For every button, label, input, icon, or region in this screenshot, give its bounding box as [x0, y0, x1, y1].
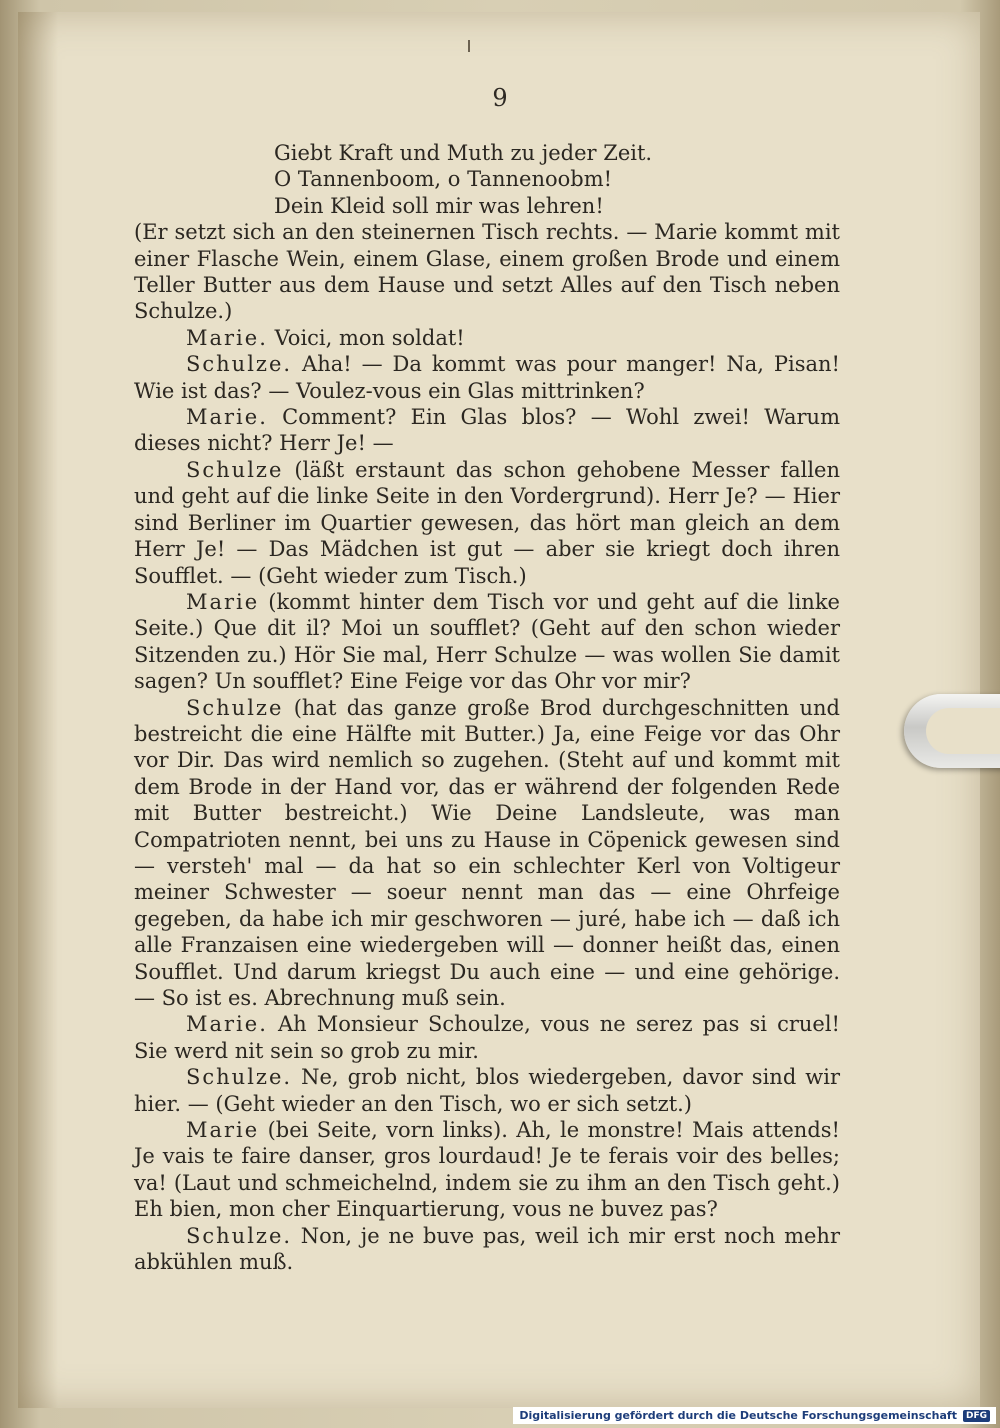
stage-direction: (Er setzt sich an den steinernen Tisch rechts. — Marie kommt mit einer Flasche Wein, einem Glase, einem großen Brode und einem Teller Butter aus dem Hause und setzt Alles auf den Tisch neben Schulze.)	[134, 220, 840, 324]
dialogue-text: Voici, mon soldat!	[267, 325, 465, 350]
speaker-name: Schulze.	[186, 1223, 293, 1248]
dialogue-paragraph	[134, 457, 840, 589]
dialogue-text: Ah Monsieur Schoulze, vous ne serez pas si cruel! Sie werd nit sein so grob zu mir.	[134, 1012, 840, 1063]
speaker-name: Marie.	[186, 405, 268, 430]
dialogue-text: Non, je ne buve pas, weil ich mir erst noch mehr abkühlen muß.	[134, 1223, 840, 1275]
speaker-name: Schulze	[186, 457, 284, 482]
dialogue-paragraph	[134, 589, 840, 695]
dialogue-paragraph	[134, 695, 840, 1012]
dialogue-paragraph	[134, 325, 840, 351]
dialogue-paragraph	[134, 1064, 840, 1117]
page-text	[134, 140, 840, 1275]
verse-line: Giebt Kraft und Muth zu jeder Zeit.	[274, 141, 653, 165]
dialogue-text: (kommt hinter dem Tisch vor und geht auf die linke Seite.) Que dit il? Moi un soufflet? (Geht auf den schon wieder Sitzenden zu.) Hör Sie mal, Herr Schulze — was wollen Sie damit sagen? Un soufflet? Eine Feige vor das Ohr vor mir?	[134, 589, 840, 694]
dialogue-text: (bei Seite, vorn links). Ah, le monstre! Mais attends! Je vais te faire danser, gros lourdaud! Je te ferais voir des belles; va! (Laut und schmeichelnd, indem sie zu ihm an den Tisch geht.) Eh bien, mon cher Einquartierung, vous ne buvez pas?	[134, 1118, 840, 1222]
dialogue-text: (hat das ganze große Brod durchgeschnitten und bestreicht die eine Hälfte mit Butter.) Ja, eine Feige vor das Ohr vor Dir. Das wird nemlich so zugehen. (Steht auf und kommt mit dem Brode in der Hand vor, das er während der folgenden Rede mit Butter bestreicht.) Wie Deine Landsleute, was man Compatrioten nennt, bei uns zu Hause in Cöpenick gewesen sind — versteh' mal — da hat so ein schlechter Kerl von Voltigeur meiner Schwester — soeur nennt man das — eine Ohrfeige gegeben, da habe ich mir geschworen — juré, habe ich — daß ich alle Franzaisen eine wiedergeben will — donner heißt das, einen Soufflet. Und darum kriegst Du auch eine — und eine gehörige. — So ist es. Abrechnung muß sein.	[134, 695, 840, 1010]
dialogue-text: Aha! — Da kommt was pour manger! Na, Pisan! Wie ist das? — Voulez-vous ein Glas mittrinken?	[134, 352, 840, 403]
speaker-name: Marie.	[186, 1012, 268, 1037]
dialogue-text: (läßt erstaunt das schon gehobene Messer fallen und geht auf die linke Seite in den Vordergrund). Herr Je? — Hier sind Berliner im Quartier gewesen, das hört man gleich an dem Herr Je! — Das Mädchen ist gut — aber sie kriegt doch ihren Soufflet. — (Geht wieder zum Tisch.)	[134, 457, 840, 588]
dialogue-paragraph	[134, 1011, 840, 1064]
dialogue-paragraph	[134, 351, 840, 404]
speaker-name: Marie	[186, 589, 260, 614]
footer-credit	[513, 1407, 996, 1424]
dialogue-paragraph	[134, 1223, 840, 1276]
speaker-name: Marie.	[186, 325, 268, 350]
page-gutter-shadow	[18, 12, 58, 1408]
dfg-logo: DFG	[963, 1410, 990, 1422]
verse-line: Dein Kleid soll mir was lehren!	[274, 193, 604, 218]
dialogue-text: Ne, grob nicht, blos wiedergeben, davor sind wir hier. — (Geht wieder an den Tisch, wo er sich setzt.)	[134, 1065, 840, 1116]
verse-line: O Tannenboom, o Tannenoobm!	[274, 167, 613, 192]
speaker-name: Schulze	[186, 695, 284, 720]
speaker-name: Marie	[186, 1118, 260, 1143]
footer-text: Digitalisierung gefördert durch die Deutsche Forschungsgemeinschaft	[519, 1409, 957, 1422]
page-mark	[468, 40, 470, 52]
speaker-name: Schulze.	[186, 1065, 293, 1090]
dialogue-paragraph	[134, 404, 840, 457]
page-number: 9	[492, 84, 508, 112]
dialogue-paragraph	[134, 1117, 840, 1223]
dialogue-text: Comment? Ein Glas blos? — Wohl zwei! Warum dieses nicht? Herr Je! —	[134, 405, 840, 456]
speaker-name: Schulze.	[186, 352, 293, 377]
paper-clip-icon	[904, 694, 1000, 768]
